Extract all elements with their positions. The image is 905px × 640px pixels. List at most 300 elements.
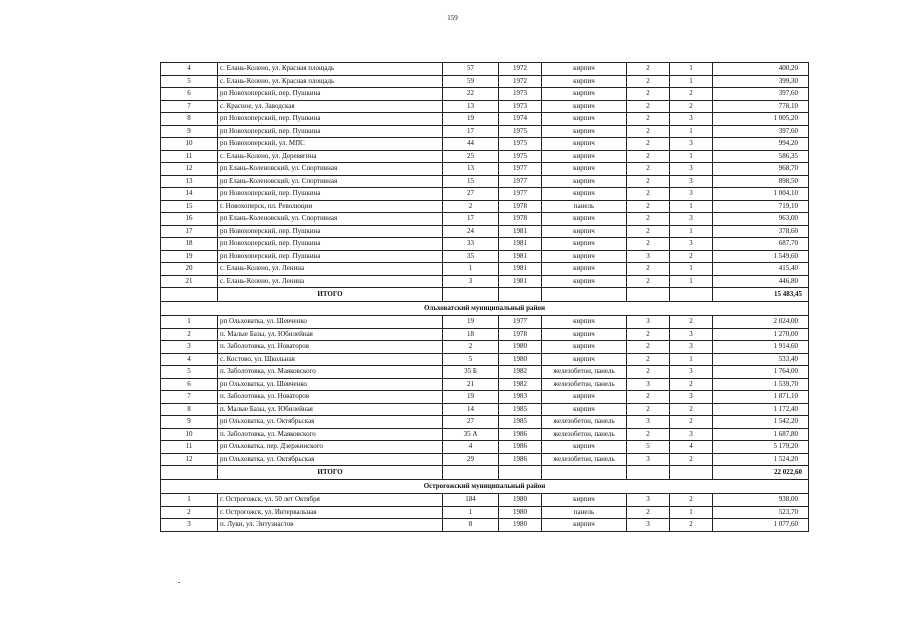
area-cell: 399,30 [713,75,809,88]
year-cell: 1981 [499,263,542,276]
section-header-row [161,480,809,494]
area-cell: 1 687,80 [713,428,809,441]
total-empty-cell [499,466,542,480]
year-cell: 1983 [499,391,542,404]
total-empty-cell [627,466,670,480]
wall-material-cell: кирпич [542,263,627,276]
house-number-cell: 19 [443,113,499,126]
house-number-cell: 44 [443,138,499,151]
floors-cell: 3 [627,250,670,263]
wall-material-cell: кирпич [542,519,627,532]
table-row [161,125,809,138]
wall-material-cell: кирпич [542,88,627,101]
year-cell: 1982 [499,378,542,391]
address-cell: рп Новохоперский, пер. Пушкина [218,250,443,263]
house-number-cell: 17 [443,125,499,138]
row-number-cell: 10 [161,138,218,151]
floors-cell: 2 [627,163,670,176]
wall-material-cell: панель [542,200,627,213]
wall-material-cell: железобетон, панель [542,378,627,391]
table-row [161,391,809,404]
area-cell: 1 539,70 [713,378,809,391]
house-number-cell: 3 [443,275,499,288]
house-number-cell: 19 [443,316,499,329]
entrances-cell: 2 [670,494,713,507]
address-cell: рп Ольховатка, ул. Октябрьская [218,453,443,466]
address-cell: рп Ольховатка, ул. Октябрьская [218,416,443,429]
address-cell: рп Ольховатка, ул. Шевченко [218,378,443,391]
wall-material-cell: железобетон, панель [542,416,627,429]
floors-cell: 2 [627,341,670,354]
entrances-cell: 2 [670,250,713,263]
table-row [161,63,809,76]
area-cell: 994,20 [713,138,809,151]
floors-cell: 2 [627,75,670,88]
address-cell: рп Ольховатка, ул. Шевченко [218,316,443,329]
area-cell: 1 005,20 [713,113,809,126]
year-cell: 1975 [499,138,542,151]
address-cell: г. Новохоперск, пл. Революции [218,200,443,213]
floors-cell: 3 [627,519,670,532]
row-number-cell: 15 [161,200,218,213]
address-cell: с. Красное, ул. Заводская [218,100,443,113]
wall-material-cell: кирпич [542,328,627,341]
wall-material-cell: кирпич [542,125,627,138]
year-cell: 1973 [499,88,542,101]
house-number-cell: 19 [443,391,499,404]
floors-cell: 2 [627,188,670,201]
floors-cell: 2 [627,63,670,76]
address-cell: рп Новохоперский, пер. Пушкина [218,125,443,138]
year-cell: 1977 [499,163,542,176]
floors-cell: 3 [627,378,670,391]
floors-cell: 3 [627,316,670,329]
house-number-cell: 14 [443,403,499,416]
row-number-cell: 11 [161,150,218,163]
house-number-cell: 1 [443,263,499,276]
wall-material-cell: кирпич [542,353,627,366]
house-number-cell: 2 [443,341,499,354]
floors-cell: 2 [627,125,670,138]
house-number-cell: 18 [443,328,499,341]
house-number-cell: 5 [443,353,499,366]
row-number-cell: 17 [161,225,218,238]
year-cell: 1977 [499,188,542,201]
wall-material-cell: кирпич [542,100,627,113]
table-row [161,263,809,276]
wall-material-cell: кирпич [542,188,627,201]
entrances-cell: 1 [670,506,713,519]
area-cell: 1 004,10 [713,188,809,201]
address-cell: п. Заболотовка, ул. Новаторов [218,341,443,354]
entrances-cell: 3 [670,163,713,176]
page-number: 159 [447,14,458,22]
house-number-cell: 13 [443,163,499,176]
row-number-cell: 4 [161,63,218,76]
entrances-cell: 1 [670,150,713,163]
house-number-cell: 8 [443,519,499,532]
year-cell: 1985 [499,403,542,416]
floors-cell: 3 [627,453,670,466]
address-cell: рп Новохоперский, пер. Пушкина [218,113,443,126]
floors-cell: 5 [627,441,670,454]
area-cell: 1 914,60 [713,341,809,354]
entrances-cell: 3 [670,213,713,226]
address-cell: п. Заболотовка, ул. Маяковского [218,428,443,441]
wall-material-cell: железобетон, панель [542,453,627,466]
entrances-cell: 3 [670,328,713,341]
house-number-cell: 57 [443,63,499,76]
wall-material-cell: кирпич [542,391,627,404]
area-cell: 1 542,20 [713,416,809,429]
wall-material-cell: кирпич [542,250,627,263]
address-cell: п. Малые Базы, ул. Юбилейная [218,328,443,341]
row-number-cell: 1 [161,316,218,329]
entrances-cell: 1 [670,275,713,288]
entrances-cell: 3 [670,366,713,379]
year-cell: 1981 [499,250,542,263]
table-row [161,100,809,113]
year-cell: 1977 [499,175,542,188]
wall-material-cell: кирпич [542,225,627,238]
area-cell: 533,40 [713,353,809,366]
wall-material-cell: кирпич [542,175,627,188]
entrances-cell: 1 [670,353,713,366]
total-empty-cell [161,288,218,302]
entrances-cell: 2 [670,88,713,101]
address-cell: с. Елань-Колено, ул. Красная площадь [218,75,443,88]
year-cell: 1972 [499,75,542,88]
row-number-cell: 6 [161,378,218,391]
address-cell: рп Новохоперский, ул. МПС [218,138,443,151]
total-row [161,466,809,480]
row-number-cell: 5 [161,75,218,88]
year-cell: 1980 [499,353,542,366]
table-row [161,403,809,416]
table-row [161,494,809,507]
floors-cell: 2 [627,263,670,276]
house-number-cell: 15 [443,175,499,188]
entrances-cell: 1 [670,75,713,88]
floors-cell: 2 [627,391,670,404]
area-cell: 898,50 [713,175,809,188]
address-cell: п. Луки, ул. Энтузиастов [218,519,443,532]
area-cell: 378,60 [713,225,809,238]
row-number-cell: 18 [161,238,218,251]
area-cell: 968,70 [713,163,809,176]
area-cell: 1 549,60 [713,250,809,263]
table-row [161,378,809,391]
house-number-cell: 2 [443,200,499,213]
year-cell: 1981 [499,225,542,238]
house-number-cell: 22 [443,88,499,101]
table-row [161,428,809,441]
entrances-cell: 1 [670,200,713,213]
wall-material-cell: кирпич [542,341,627,354]
house-number-cell: 13 [443,100,499,113]
total-empty-cell [443,466,499,480]
table-row [161,138,809,151]
table-row [161,88,809,101]
year-cell: 1981 [499,238,542,251]
total-empty-cell [499,288,542,302]
table-row [161,250,809,263]
house-number-cell: 17 [443,213,499,226]
area-cell: 415,40 [713,263,809,276]
entrances-cell: 3 [670,428,713,441]
area-cell: 2 024,00 [713,316,809,329]
total-label: ИТОГО [218,466,443,480]
address-cell: рп Новохоперский, пер. Пушкина [218,238,443,251]
table-row [161,225,809,238]
row-number-cell: 8 [161,113,218,126]
year-cell: 1974 [499,113,542,126]
house-number-cell: 24 [443,225,499,238]
house-number-cell: 1 [443,506,499,519]
address-cell: рп Елань-Коленовский, ул. Спортивная [218,213,443,226]
table-row [161,441,809,454]
area-cell: 397,60 [713,125,809,138]
year-cell: 1975 [499,125,542,138]
housing-table [160,62,809,532]
floors-cell: 2 [627,238,670,251]
total-value: 22 022,60 [713,466,809,480]
address-cell: с. Костово, ул. Школьная [218,353,443,366]
house-number-cell: 29 [443,453,499,466]
table-row [161,163,809,176]
area-cell: 938,00 [713,494,809,507]
wall-material-cell: кирпич [542,63,627,76]
wall-material-cell: кирпич [542,316,627,329]
year-cell: 1986 [499,428,542,441]
floors-cell: 2 [627,88,670,101]
wall-material-cell: железобетон, панель [542,366,627,379]
house-number-cell: 25 [443,150,499,163]
address-cell: п. Малые Базы, ул. Юбилейная [218,403,443,416]
row-number-cell: 2 [161,506,218,519]
total-empty-cell [627,288,670,302]
table-row [161,213,809,226]
entrances-cell: 2 [670,378,713,391]
entrances-cell: 2 [670,453,713,466]
area-cell: 400,20 [713,63,809,76]
area-cell: 446,80 [713,275,809,288]
floors-cell: 2 [627,328,670,341]
floors-cell: 2 [627,428,670,441]
wall-material-cell: панель [542,506,627,519]
wall-material-cell: кирпич [542,150,627,163]
table-row [161,188,809,201]
table-row [161,328,809,341]
row-number-cell: 11 [161,441,218,454]
entrances-cell: 4 [670,441,713,454]
area-cell: 5 179,20 [713,441,809,454]
year-cell: 1980 [499,494,542,507]
area-cell: 523,70 [713,506,809,519]
wall-material-cell: кирпич [542,275,627,288]
row-number-cell: 8 [161,403,218,416]
table-row [161,113,809,126]
floors-cell: 2 [627,138,670,151]
year-cell: 1978 [499,328,542,341]
floors-cell: 3 [627,494,670,507]
entrances-cell: 3 [670,238,713,251]
entrances-cell: 3 [670,113,713,126]
year-cell: 1980 [499,519,542,532]
floors-cell: 2 [627,213,670,226]
entrances-cell: 2 [670,519,713,532]
total-row-1-group [161,288,809,316]
row-number-cell: 6 [161,88,218,101]
area-cell: 397,60 [713,88,809,101]
entrances-cell: 3 [670,391,713,404]
address-cell: с. Елань-Колено, ул. Красная площадь [218,63,443,76]
wall-material-cell: кирпич [542,441,627,454]
row-number-cell: 2 [161,328,218,341]
area-cell: 963,00 [713,213,809,226]
address-cell: г. Острогожск, ул. 50 лет Октября [218,494,443,507]
row-number-cell: 3 [161,519,218,532]
total-empty-cell [161,466,218,480]
table-row [161,200,809,213]
entrances-cell: 3 [670,175,713,188]
year-cell: 1978 [499,200,542,213]
wall-material-cell: кирпич [542,403,627,416]
entrances-cell: 2 [670,416,713,429]
entrances-cell: 1 [670,225,713,238]
floors-cell: 3 [627,416,670,429]
area-cell: 778,10 [713,100,809,113]
address-cell: с. Елань-Колено, ул. Ленина [218,263,443,276]
address-cell: рп Новохоперский, пер. Пушкина [218,88,443,101]
row-number-cell: 21 [161,275,218,288]
row-number-cell: 16 [161,213,218,226]
floors-cell: 2 [627,175,670,188]
year-cell: 1985 [499,416,542,429]
total-row [161,288,809,302]
total-empty-cell [670,466,713,480]
total-empty-cell [443,288,499,302]
table-row [161,341,809,354]
year-cell: 1982 [499,366,542,379]
area-cell: 586,35 [713,150,809,163]
house-number-cell: 35 А [443,428,499,441]
wall-material-cell: кирпич [542,113,627,126]
table-row [161,353,809,366]
floors-cell: 2 [627,353,670,366]
house-number-cell: 27 [443,416,499,429]
floors-cell: 2 [627,225,670,238]
area-cell: 1 764,00 [713,366,809,379]
house-number-cell: 33 [443,238,499,251]
table-row [161,453,809,466]
section-header: Острогожский муниципальный район [161,480,809,494]
house-number-cell: 184 [443,494,499,507]
table-section-top [161,63,809,288]
house-number-cell: 21 [443,378,499,391]
table-row [161,175,809,188]
entrances-cell: 2 [670,403,713,416]
entrances-cell: 1 [670,125,713,138]
row-number-cell: 9 [161,416,218,429]
entrances-cell: 3 [670,188,713,201]
floors-cell: 2 [627,275,670,288]
row-number-cell: 13 [161,175,218,188]
address-cell: рп Новохоперский, пер. Пушкина [218,188,443,201]
entrances-cell: 3 [670,341,713,354]
area-cell: 719,10 [713,200,809,213]
table-row [161,275,809,288]
table-row [161,316,809,329]
year-cell: 1975 [499,150,542,163]
year-cell: 1978 [499,213,542,226]
floors-cell: 2 [627,366,670,379]
area-cell: 1 172,40 [713,403,809,416]
total-value: 15 483,45 [713,288,809,302]
year-cell: 1972 [499,63,542,76]
table-section-bottom [161,494,809,532]
floors-cell: 2 [627,113,670,126]
row-number-cell: 4 [161,353,218,366]
row-number-cell: 3 [161,341,218,354]
wall-material-cell: кирпич [542,238,627,251]
table-row [161,519,809,532]
wall-material-cell: кирпич [542,163,627,176]
entrances-cell: 3 [670,138,713,151]
total-label: ИТОГО [218,288,443,302]
entrances-cell: 2 [670,316,713,329]
address-cell: рп Новохоперский, пер. Пушкина [218,225,443,238]
wall-material-cell: кирпич [542,138,627,151]
address-cell: г. Острогожск, ул. Интервальная [218,506,443,519]
year-cell: 1980 [499,341,542,354]
row-number-cell: 14 [161,188,218,201]
table-row [161,506,809,519]
house-number-cell: 35 Б [443,366,499,379]
row-number-cell: 10 [161,428,218,441]
entrances-cell: 1 [670,263,713,276]
floors-cell: 2 [627,200,670,213]
house-number-cell: 4 [443,441,499,454]
house-number-cell: 35 [443,250,499,263]
row-number-cell: 5 [161,366,218,379]
year-cell: 1986 [499,453,542,466]
table-row [161,416,809,429]
row-number-cell: 9 [161,125,218,138]
year-cell: 1977 [499,316,542,329]
year-cell: 1980 [499,506,542,519]
row-number-cell: 7 [161,100,218,113]
row-number-cell: 12 [161,453,218,466]
floors-cell: 2 [627,100,670,113]
address-cell: с. Елань-Колено, ул. Ленина [218,275,443,288]
row-number-cell: 19 [161,250,218,263]
address-cell: с. Елань-Колено, ул. Деревягина [218,150,443,163]
floors-cell: 2 [627,403,670,416]
floors-cell: 2 [627,150,670,163]
total-empty-cell [542,466,627,480]
row-number-cell: 7 [161,391,218,404]
stray-mark [178,582,180,583]
address-cell: п. Заболотовка, ул. Маяковского [218,366,443,379]
row-number-cell: 20 [161,263,218,276]
table-section-mid [161,316,809,466]
total-empty-cell [542,288,627,302]
address-cell: рп Елань-Коленовский, ул. Спортивная [218,163,443,176]
address-cell: п. Заболотовка, ул. Новаторов [218,391,443,404]
house-number-cell: 27 [443,188,499,201]
area-cell: 1 871,10 [713,391,809,404]
